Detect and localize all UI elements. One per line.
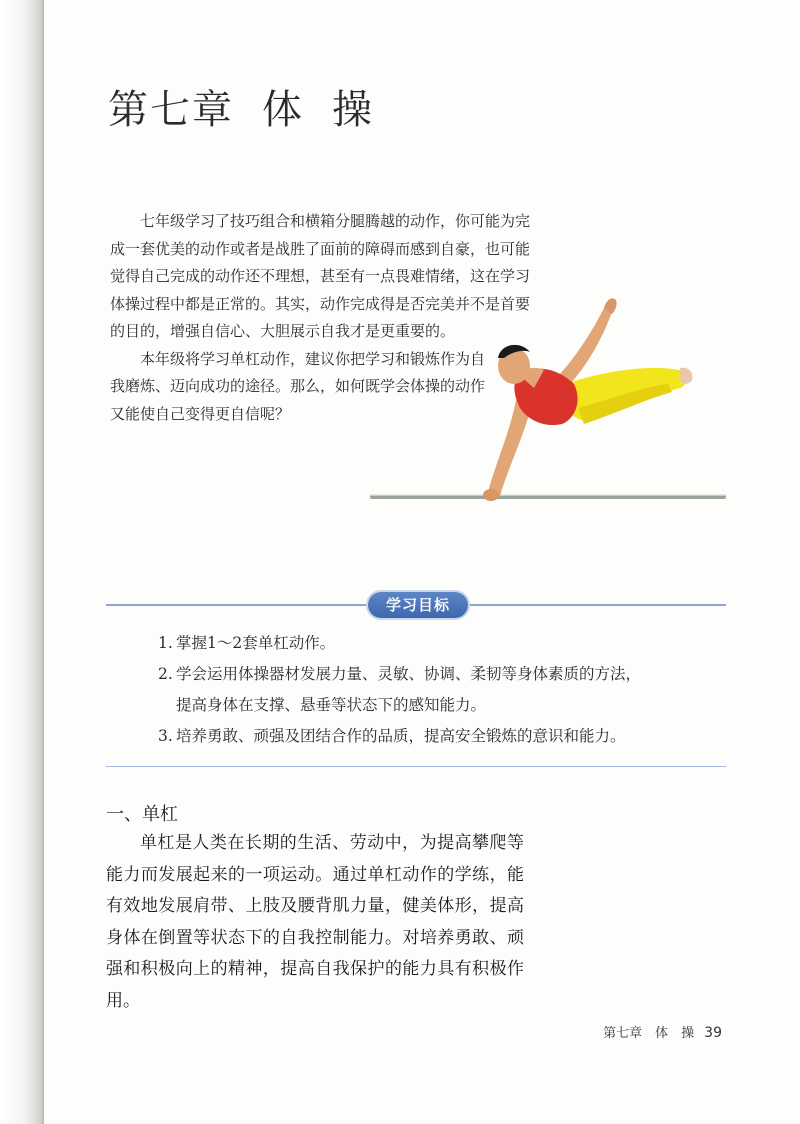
goal-text: 培养勇敢、顽强及团结合作的品质，提高安全锻炼的意识和能力。 (176, 727, 626, 745)
learning-goals (106, 590, 726, 770)
chapter-number: 第七章 (108, 87, 234, 133)
book-spine-shadow (0, 0, 44, 1124)
intro-paragraph-2: 本年级将学习单杠动作，建议你把学习和锻炼作为自我磨炼、迈向成功的途径。那么，如何既学会体操的动作又能使自己变得更自信呢？ (110, 349, 486, 423)
goal-text: 学会运用体操器材发展力量、灵敏、协调、柔韧等身体素质的方法， (176, 665, 642, 683)
section-heading: 一、单杠 (106, 804, 178, 825)
page-number: 39 (704, 1025, 722, 1041)
goal-list (158, 628, 728, 752)
section-body (106, 828, 524, 1017)
goal-number: 1. (158, 634, 173, 652)
goal-number: 3. (158, 727, 173, 745)
support-arm (488, 400, 532, 496)
goal-number: 2. (158, 665, 173, 683)
section-paragraph: 单杠是人类在长期的生活、劳动中，为提高攀爬等能力而发展起来的一项运动。通过单杠动作的学练，能有效地发展肩带、上肢及腰背肌力量，健美体形，提高身体在倒置等状态下的自我控制能力。对培养勇敢、顽强和积极向上的精神，提高自我保护的能力具有积极作用。 (106, 833, 524, 1011)
page-footer (603, 1022, 722, 1041)
goal-item-2 (158, 659, 728, 721)
intro-paragraph-1: 七年级学习了技巧组合和横箱分腿腾越的动作，你可能为完成一套优美的动作或者是战胜了面前的障碍而感到自豪，也可能觉得自己完成的动作还不理想，甚至有一点畏难情绪，这在学习体操过程中都是正常的。其实，动作完成得是否完美并不是首要的目的，增强自信心、大胆展示自我才是更重要的。 (110, 212, 531, 340)
goal-text: 掌握1～2套单杠动作。 (176, 634, 336, 652)
learning-goals-badge: 学习目标 (368, 592, 468, 618)
running-head: 第七章 体 操 (603, 1026, 695, 1041)
chapter-name-char-1: 体 (262, 87, 304, 133)
spine-edge (42, 0, 44, 1124)
raised-arm (560, 308, 612, 384)
goal-text-continued: 提高身体在支撑、悬垂等状态下的感知能力。 (176, 696, 487, 714)
goal-item-3 (158, 721, 728, 752)
gymnast-illustration (368, 292, 728, 512)
goal-rule-bottom (106, 766, 726, 767)
chapter-name-char-2: 操 (332, 87, 374, 133)
chapter-title (108, 78, 374, 135)
goal-item-1 (158, 628, 728, 659)
